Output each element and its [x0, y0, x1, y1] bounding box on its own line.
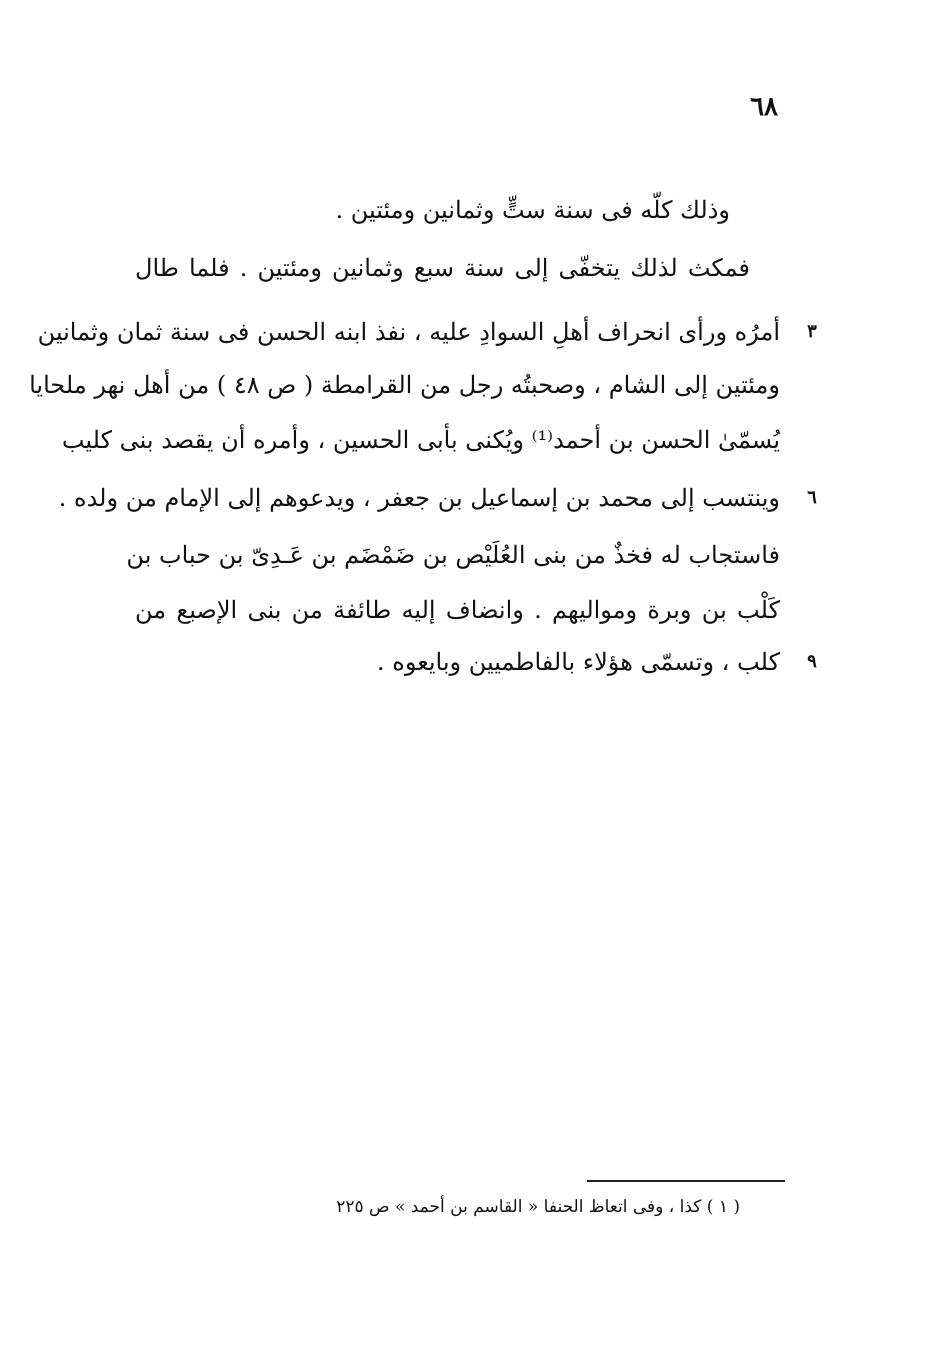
line-text: أمرُه ورأى انحراف أهلِ السوادِ عليه ، نفذ ابنه الحسن فى سنة ثمان وثمانين	[37, 318, 780, 346]
line-text: فمكث لذلك يتخفّى إلى سنة سبع وثمانين ومئتين . فلما طال	[135, 254, 750, 282]
text-line	[61, 420, 830, 460]
line-text: فاستجاب له فخذٌ من بنى العُلَيْص بن ضَمْضَم بن عَـدِىّ بن حباب بن	[126, 541, 780, 569]
text-line	[130, 642, 830, 682]
line-text: وينتسب إلى محمد بن إسماعيل بن جعفر ، ويدعوهم إلى الإمام من ولده .	[58, 484, 780, 512]
text-line	[37, 312, 830, 352]
text-line	[130, 190, 830, 230]
line-text: وذلك كلّه فى سنة ستٍّ وثمانين ومئتين .	[335, 196, 730, 224]
line-text: ومئتين إلى الشام ، وصحبتُه رجل من القرامطة ( ص ٤٨ ) من أهل نهر ملحايا	[29, 371, 780, 399]
line-text: كلب ، وتسمّى هؤلاء بالفاطميين وبايعوه .	[377, 648, 780, 676]
footnote-divider	[587, 1180, 785, 1182]
text-line	[130, 248, 830, 288]
text-line	[58, 478, 830, 518]
line-text: كَلْب بن وبرة ومواليهم . وانضاف إليه طائفة من بنى الإصبع من	[135, 596, 780, 624]
line-number: ٦	[807, 487, 817, 508]
text-line	[29, 365, 830, 405]
line-number: ٩	[807, 651, 817, 672]
line-text: يُسمّىٰ الحسن بن أحمد⁽¹⁾ ويُكنى بأبى الحسين ، وأمره أن يقصد بنى كليب	[61, 426, 780, 454]
text-line	[126, 535, 830, 575]
page-number: ٦٨	[750, 92, 778, 122]
line-number: ٣	[807, 321, 817, 342]
text-line	[130, 590, 830, 630]
footnote: ( ١ ) كذا ، وفى اتعاظ الحنفا « القاسم بن أحمد » ص ٢٢٥	[336, 1197, 740, 1217]
